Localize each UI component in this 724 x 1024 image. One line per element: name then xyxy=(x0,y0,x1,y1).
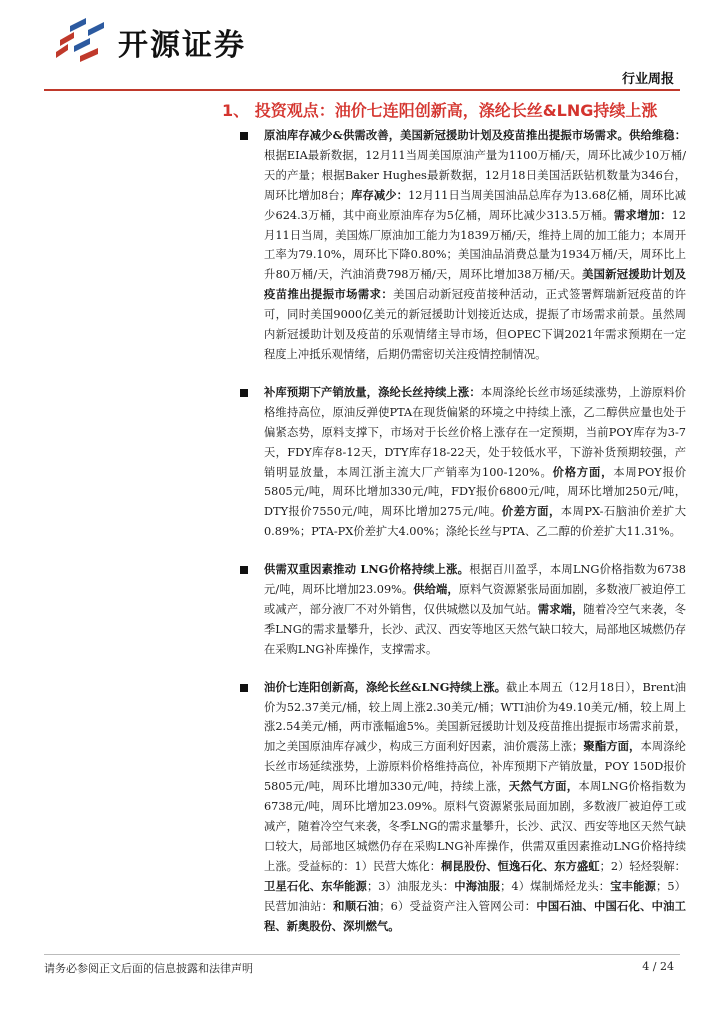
text-segment: 12月11日当周美国油品总库存为13.68亿桶，周环比减少624.3万桶，其中商业原油库存为5亿桶，周环比减少313.5万桶。 xyxy=(264,188,686,222)
bold-text-segment: 库存减少： xyxy=(350,187,409,202)
text-segment: ；5）民营加油站： xyxy=(264,879,686,913)
opinion-text xyxy=(264,129,686,361)
bold-text-segment: 中海油服 xyxy=(454,878,501,893)
bold-text-segment: 和顺石油 xyxy=(333,898,380,913)
text-segment: ；3）油服龙头： xyxy=(366,879,455,893)
bullet-icon xyxy=(240,132,248,140)
opinion-text xyxy=(264,563,686,656)
bold-text-segment: 油价七连阳创新高，涤纶长丝&LNG持续上涨。 xyxy=(264,679,507,694)
section-title: 1、 投资观点：油价七连阳创新高，涤纶长丝&LNG持续上涨 xyxy=(222,101,658,120)
bold-text-segment: 需求端， xyxy=(537,601,584,616)
header-divider xyxy=(44,89,680,91)
text-segment: ；6）受益资产注入管网公司： xyxy=(379,899,537,913)
bold-text-segment: 供需双重因素推动 LNG价格持续上涨。 xyxy=(264,562,470,577)
text-segment: 本周PX-石脑油价差扩大0.89%；PTA-PX价差扩大4.00%；涤纶长丝与PTA、乙二醇的价差扩大11.31%。 xyxy=(264,505,686,539)
footer-divider xyxy=(44,954,680,955)
bold-text-segment: 宝丰能源 xyxy=(610,878,657,893)
report-type-label: 行业周报 xyxy=(621,72,674,87)
bold-text-segment: 中国石油、中国石化、中油工程、新奥股份、深圳燃气。 xyxy=(264,898,686,933)
bold-text-segment: 聚酯方面， xyxy=(583,739,641,754)
text-segment: ；4）煤制烯烃龙头： xyxy=(500,879,611,893)
text-segment: ；2）轻烃裂解： xyxy=(599,859,686,873)
opinion-text xyxy=(264,681,686,933)
text-segment: 根据百川盈孚，本周LNG价格指数为6738元/吨，周环比增加23.09%。 xyxy=(264,563,686,597)
bold-text-segment: 原油库存减少&供需改善，美国新冠援助计划及疫苗推出提振市场需求。供给维稳： xyxy=(264,128,686,142)
bold-text-segment: 补库预期下产销放量，涤纶长丝持续上涨： xyxy=(264,384,481,399)
opinion-list xyxy=(240,126,686,936)
bold-text-segment: 需求增加： xyxy=(613,207,672,222)
page-number: 4 / 24 xyxy=(642,960,674,973)
bullet-icon xyxy=(240,389,248,397)
text-segment: 本周涤纶长丝市场延续涨势，上游原料价格维持高位，原油反弹使PTA在现货偏紧的环境之中持续上涨，乙二醇供应量也处于偏紧态势，原料支撑下，市场对于长丝价格上涨存在一定预期，当前POY库存为3-7天，FDY库存8-12天，DTY库存18-22天，处于较低水平，下游补货预期较强，产销明显放量，本周江浙主流大厂产销率为100-120%。 xyxy=(264,385,686,479)
bold-text-segment: 价格方面， xyxy=(552,464,614,479)
opinion-item xyxy=(240,126,686,365)
bold-text-segment: 天然气方面， xyxy=(508,779,579,794)
opinion-text xyxy=(264,386,686,538)
brand-name: 开源证券 xyxy=(118,28,246,63)
brand-mark-icon xyxy=(52,16,112,64)
text-segment: 原料气资源紧张局面加剧，多数液厂被迫停工或减产，部分液厂不对外销售，仅供城燃以及加气站。 xyxy=(264,583,686,616)
footer-disclaimer: 请务必参阅正文后面的信息披露和法律声明 xyxy=(44,962,253,975)
text-segment: 随着冷空气来袭，冬季LNG的需求量攀升，长沙、武汉、西安等地区天然气缺口较大，局部地区城燃仍存在采购LNG补库操作，支撑需求。 xyxy=(264,602,686,656)
page-header xyxy=(0,0,724,96)
bold-text-segment: 供给端， xyxy=(413,582,459,597)
text-segment: 本周POY报价5805元/吨，周环比增加330元/吨，FDY报价6800元/吨，周环比增加250元/吨，DTY报价7550元/吨，周环比增加275元/吨。 xyxy=(264,465,686,519)
opinion-item xyxy=(240,383,686,542)
bullet-icon xyxy=(240,684,248,692)
text-segment: 12月11日当周，美国炼厂原油加工能力为1839万桶/天，维持上周的加工能力；本周开工率为79.10%，周环比下降0.80%；美国油品消费总量为1934万桶/天，周环比上升80万桶/天，汽油消费798万桶/天，周环比增加38万桶/天。 xyxy=(264,208,686,282)
brand-logo xyxy=(52,12,282,64)
bullet-icon xyxy=(240,566,248,574)
opinion-item xyxy=(240,560,686,660)
text-segment: 本周LNG价格指数为6738元/吨，周环比增加23.09%。原料气资源紧张局面加剧，多数液厂被迫停工或减产，随着冷空气来袭，冬季LNG的需求量攀升，长沙、武汉、西安等地区天然气缺口较大，局部地区城燃仍存在采购LNG补库操作，供需双重因素推动LNG价格持续上涨。受益标的：1）民营大炼化： xyxy=(264,780,686,873)
bold-text-segment: 桐昆股份、恒逸石化、东方盛虹 xyxy=(441,858,600,873)
bold-text-segment: 卫星石化、东华能源 xyxy=(264,878,367,893)
bold-text-segment: 价差方面， xyxy=(501,504,561,519)
text-segment: 美国启动新冠疫苗接种活动，正式签署辉瑞新冠疫苗的许可，同时美国9000亿美元的新冠援助计划接近达成，提振了市场需求前景。虽然周内新冠援助计划及疫苗的乐观情绪主导市场，但OPEC下调2021年需求预期在一定程度上冲抵乐观情绪，后期仍需密切关注疫情控制情况。 xyxy=(264,288,686,361)
opinion-item xyxy=(240,678,686,937)
text-segment: 截止本周五（12月18日），Brent油价为52.37美元/桶，较上周上涨2.30美元/桶；WTI油价为49.10美元/桶，较上周上涨2.54美元/桶，两市涨幅逾5%。美国新冠援助计划及疫苗推出提振市场需求前景，加之美国原油库存减少，构成三方面利好因素，油价震荡上涨； xyxy=(264,680,686,754)
text-segment: 本周涤纶长丝市场延续涨势，上游原料价格维持高位，补库预期下产销放量，POY 150D报价5805元/吨，周环比增加330元/吨，持续上涨， xyxy=(264,740,686,794)
text-segment: 根据EIA最新数据，12月11当周美国原油产量为1100万桶/天，周环比减少10万桶/天的产量；根据Baker Hughes最新数据，12月18日美国活跃钻机数量为346台，周环比增加8台； xyxy=(264,148,686,202)
bold-text-segment: 美国新冠援助计划及疫苗推出提振市场需求： xyxy=(264,267,686,302)
